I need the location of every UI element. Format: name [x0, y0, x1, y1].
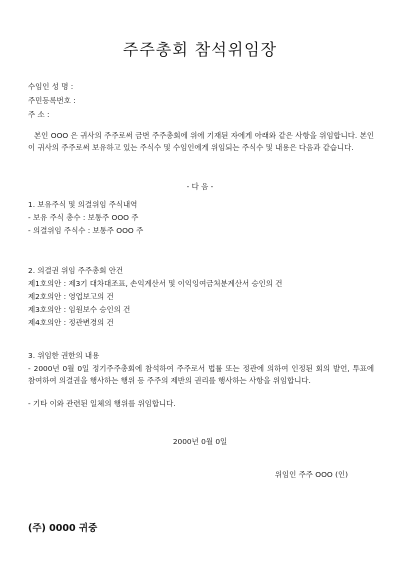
section1-item: - 보유 주식 총수 : 보통주 OOO 주 [28, 213, 139, 222]
delegate-name-label: 수임인 성 명 : [28, 82, 74, 91]
section2-item: 제1호의안 : 제3기 대차대조표, 손익계산서 및 이익잉여금처분계산서 승인의 건 [28, 279, 283, 288]
section1-heading: 1. 보유주식 및 의결위임 주식내역 [28, 200, 138, 209]
section1-item: - 의결위임 주식수 : 보통주 OOO 주 [28, 226, 144, 235]
section2-heading: 2. 의결권 위임 주주총회 안건 [28, 266, 123, 275]
intro-paragraph: 본인 OOO 은 귀사의 주주로써 금번 주주총회에 위에 기재된 자에게 아래와 같은 사항을 위임합니다. 본인이 귀사의 주주로써 보유하고 있는 주식수 및 수임인에게 위임되는 주식수 및 내용은 다음과 같습니다. [28, 131, 374, 152]
section2-item: 제3호의안 : 임원보수 승인의 건 [28, 305, 131, 314]
separator-text: - 다 음 - [186, 182, 214, 191]
document-date: 2000년 0월 0일 [172, 437, 228, 446]
section2-item: 제4호의안 : 정관변경의 건 [28, 318, 114, 327]
section2-item: 제2호의안 : 영업보고의 건 [28, 292, 114, 301]
delegate-address-label: 주 소 : [28, 110, 50, 119]
section3-heading: 3. 위임한 권한의 내용 [28, 351, 100, 360]
delegate-id-label: 주민등록번호 : [28, 96, 76, 105]
page-title: 주주총회 참석위임장 [122, 40, 278, 59]
addressee: (주) 0000 귀중 [28, 523, 98, 534]
section3-item: - 기타 이와 관련된 일체의 행위를 위임합니다. [28, 399, 176, 408]
section3-item: - 2000년 0월 0일 정기주주총회에 참석하여 주주로서 법률 또는 정관에 의하여 인정된 회의 발언, 투표에 참여하여 의결권을 행사하는 행위 등 주주의 제반의 권리를 행사하는 사항을 위임합니다. [28, 364, 374, 385]
signature-line: 위임인 주주 OOO (인) [274, 470, 348, 479]
